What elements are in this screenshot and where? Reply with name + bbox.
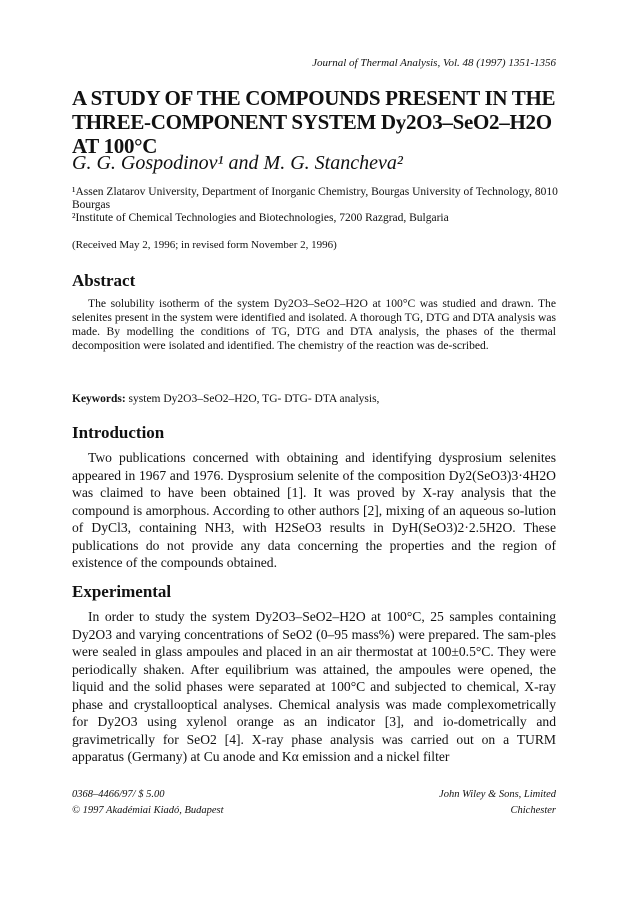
footer-right <box>439 787 556 819</box>
keywords-text: system Dy2O3–SeO2–H2O, TG- DTG- DTA analysis, <box>125 393 380 405</box>
footer-left <box>72 787 224 819</box>
copyright: © 1997 Akadémiai Kiadó, Budapest <box>72 805 224 816</box>
issn-price: 0368–4466/97/ $ 5.00 <box>72 789 165 800</box>
keywords <box>72 393 379 405</box>
journal-reference: Journal of Thermal Analysis, Vol. 48 (1997) 1351-1356 <box>312 57 556 69</box>
received-date: (Received May 2, 1996; in revised form November 2, 1996) <box>72 239 337 251</box>
affiliations <box>72 186 572 225</box>
affiliation-2: ²Institute of Chemical Technologies and Biotechnologies, 7200 Razgrad, Bulgaria <box>72 212 449 224</box>
experimental-heading: Experimental <box>72 582 172 601</box>
introduction-heading: Introduction <box>72 423 165 442</box>
title-line-2: THREE-COMPONENT SYSTEM Dy2O3–SeO2–H2O AT 100°C <box>72 110 552 158</box>
publisher: John Wiley & Sons, Limited <box>439 789 556 800</box>
author-list: G. G. Gospodinov¹ and M. G. Stancheva² <box>72 152 403 174</box>
abstract-heading: Abstract <box>72 271 136 290</box>
affiliation-1: ¹Assen Zlatarov University, Department of Inorganic Chemistry, Bourgas University of Technology, 8010 Bourgas <box>72 186 558 211</box>
article-title <box>72 86 572 158</box>
keywords-label: Keywords: <box>72 393 126 405</box>
introduction-text: Two publications concerned with obtaining and identifying dysprosium selenites appeared in 1967 and 1976. Dysprosium selenite of the composition Dy2(SeO3)3·4H2O was claimed to have been obtained [1]. It was proved by X-ray analysis that the compound is amorphous. According to other authors [2], mixing of an aqueous so-lution of DyCl3, containing NH3, with H2SeO3 results in DyH(SeO3)2·2.5H2O. These publications do not provide any data concerning the properties and the region of existence of the compounds obtained. <box>72 450 556 570</box>
title-line-1: A STUDY OF THE COMPOUNDS PRESENT IN THE <box>72 86 556 110</box>
publisher-city: Chichester <box>510 805 556 816</box>
abstract-text: The solubility isotherm of the system Dy2O3–SeO2–H2O at 100°C was studied and drawn. The selenites present in the system were identified and isolated. A thorough TG, DTG and DTA analysis was made. By modelling the conditions of TG, DTG and DTA analysis, the phases of the thermal decomposition were isolated and identified. The chemistry of the reaction was de-scribed. <box>72 297 556 352</box>
experimental-text: In order to study the system Dy2O3–SeO2–H2O at 100°C, 25 samples containing Dy2O3 and varying concentrations of SeO2 (0–95 mass%) were prepared. The sam-ples were sealed in glass ampoules and placed in an air thermostat at 100±0.5°C. They were periodically shaken. After equilibrium was attained, the ampoules were opened, the liquid and the solid phases were separated at 100°C and subjected to chemical, X-ray phase and crystallooptical analyses. Chemical analysis was made complexometrically for Dy2O3 using xylenol orange as an indicator [3], and io-dometrically and gravimetrically for SeO2 [4]. X-ray phase analysis was carried out on a TURM apparatus (Germany) at Cu anode and Kα emission and a nickel filter <box>72 609 556 764</box>
